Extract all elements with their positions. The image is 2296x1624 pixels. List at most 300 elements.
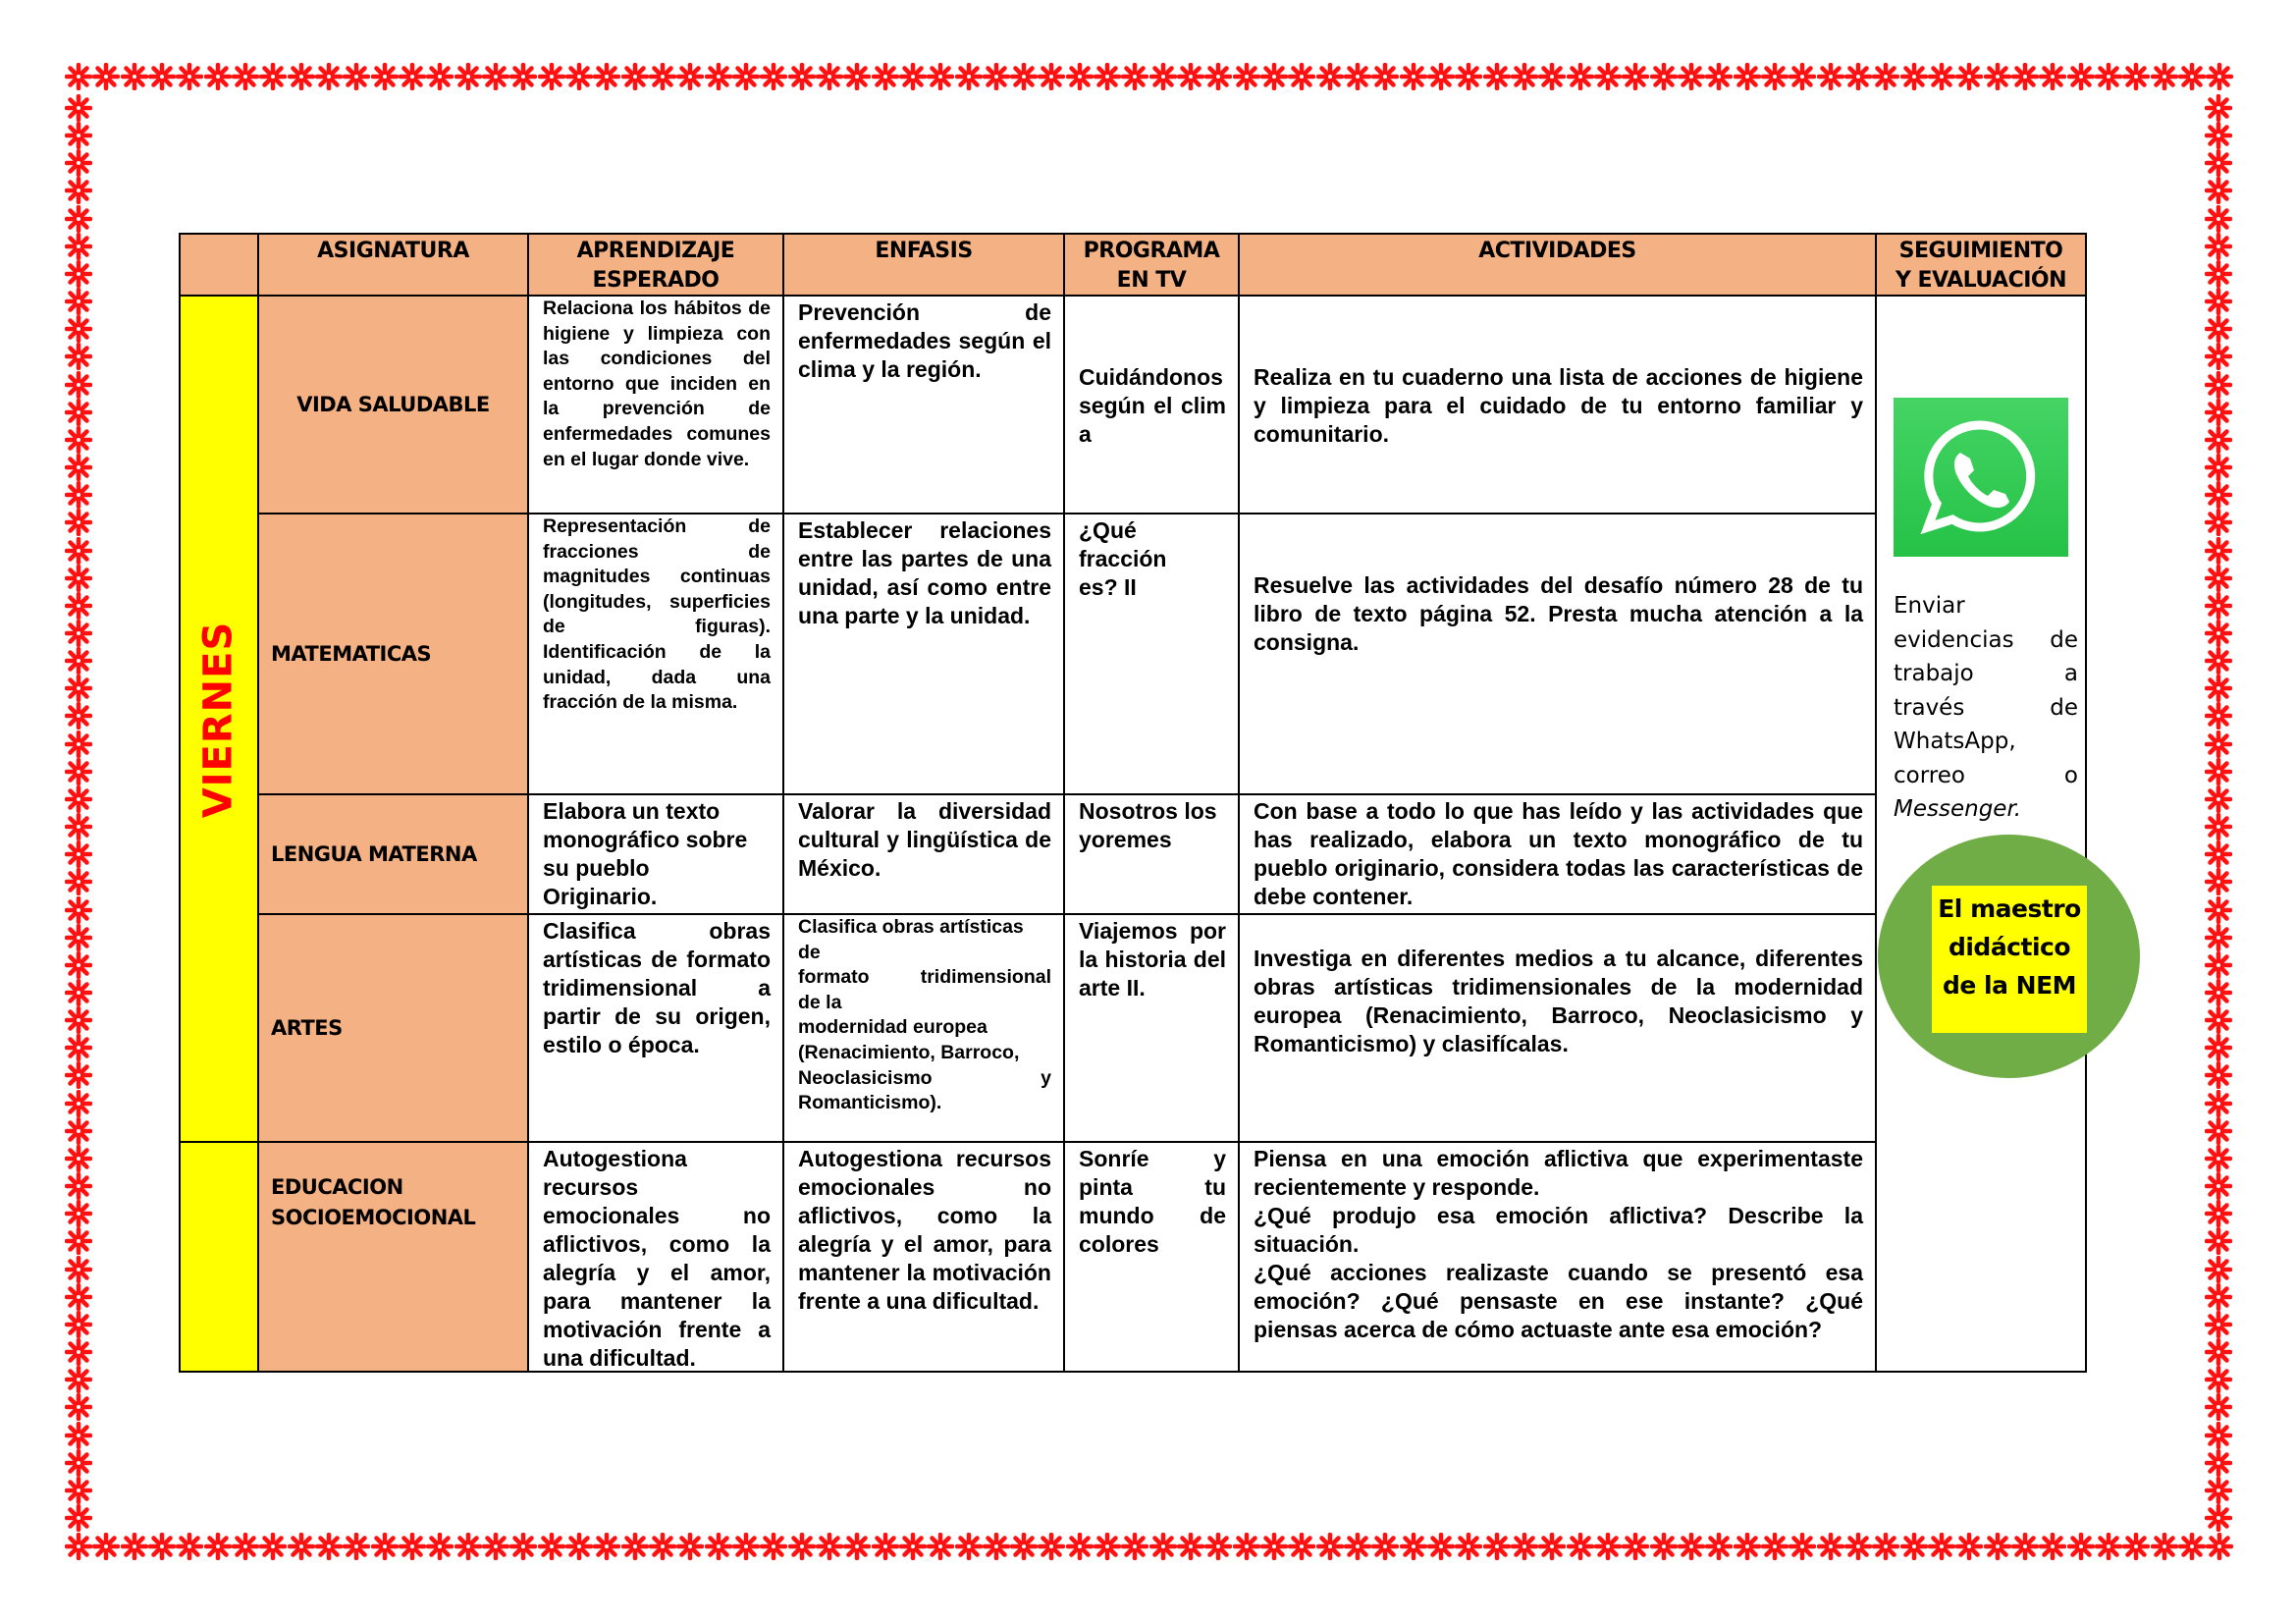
aprendizaje-text: Clasifica obras artísticas de formato tridimensional a partir de su origen, estilo o época. bbox=[543, 918, 771, 1057]
asterisk-icon bbox=[1761, 1533, 1789, 1560]
asterisk-icon bbox=[1789, 63, 1816, 90]
asterisk-icon bbox=[2205, 122, 2232, 149]
asterisk-icon bbox=[1400, 63, 1427, 90]
row-lengua-materna-actividades bbox=[1238, 793, 1877, 915]
asterisk-icon bbox=[65, 840, 92, 868]
asterisk-icon bbox=[1288, 63, 1315, 90]
asterisk-icon bbox=[426, 1533, 454, 1560]
asterisk-icon bbox=[65, 205, 92, 233]
asterisk-icon bbox=[1650, 63, 1678, 90]
asterisk-icon bbox=[2205, 177, 2232, 204]
actividades-line: ¿Qué acciones realizaste cuando se presentó esa emoción? ¿Qué pensaste en ese instante? ¿Qué piensas acerca de cómo actuaste ante esa emoción? bbox=[1254, 1260, 1863, 1342]
asterisk-icon bbox=[65, 149, 92, 177]
asterisk-icon bbox=[65, 481, 92, 509]
asterisk-icon bbox=[65, 399, 92, 426]
asterisk-icon bbox=[2205, 731, 2232, 758]
asterisk-icon bbox=[2205, 951, 2232, 979]
asterisk-icon bbox=[65, 813, 92, 840]
asterisk-icon bbox=[1288, 1533, 1315, 1560]
asterisk-icon bbox=[2205, 1504, 2232, 1532]
asterisk-icon bbox=[121, 63, 148, 90]
asterisk-icon bbox=[92, 1533, 120, 1560]
asterisk-icon bbox=[2206, 1533, 2233, 1560]
asterisk-icon bbox=[2205, 233, 2232, 260]
asterisk-icon bbox=[955, 1533, 983, 1560]
asterisk-icon bbox=[1260, 63, 1288, 90]
asterisk-icon bbox=[565, 1533, 593, 1560]
asterisk-icon bbox=[1955, 1533, 1983, 1560]
enfasis-line: modernidad europea bbox=[798, 1016, 988, 1039]
asterisk-icon bbox=[983, 1533, 1010, 1560]
asterisk-icon bbox=[65, 979, 92, 1006]
asterisk-icon bbox=[843, 1533, 871, 1560]
asterisk-icon bbox=[2205, 1256, 2232, 1283]
row-socioemocional-enfasis bbox=[782, 1141, 1065, 1373]
decorative-border-bottom bbox=[65, 1531, 2234, 1562]
asterisk-icon bbox=[65, 1227, 92, 1255]
programa-text: ¿Qué fracción es? II bbox=[1079, 517, 1167, 600]
asterisk-icon bbox=[1984, 1533, 2011, 1560]
asterisk-icon bbox=[1567, 63, 1594, 90]
subject-label-line1: EDUCACION bbox=[271, 1175, 403, 1199]
subject-label: MATEMATICAS bbox=[271, 641, 432, 666]
asterisk-icon bbox=[65, 1311, 92, 1338]
asterisk-icon bbox=[1483, 63, 1511, 90]
asterisk-icon bbox=[65, 1422, 92, 1449]
header-day-cell bbox=[179, 233, 259, 297]
asterisk-icon bbox=[2011, 63, 2039, 90]
asterisk-icon bbox=[1872, 1533, 1899, 1560]
programa-text: Sonríe y pinta tu mundo de colores bbox=[1079, 1146, 1226, 1257]
header-seguimiento-line2: Y EVALUACIÓN bbox=[1895, 268, 2067, 293]
asterisk-icon bbox=[65, 1366, 92, 1393]
seguimiento-word: de bbox=[2050, 626, 2078, 653]
asterisk-icon bbox=[65, 233, 92, 260]
day-label-container bbox=[179, 295, 257, 1145]
seguimiento-word: WhatsApp, bbox=[1894, 729, 2016, 754]
enfasis-text: Valorar la diversidad cultural y lingüística de México. bbox=[798, 798, 1051, 881]
asterisk-icon bbox=[1622, 63, 1649, 90]
asterisk-icon bbox=[1594, 63, 1622, 90]
asterisk-icon bbox=[2205, 260, 2232, 288]
seguimiento-word: Enviar bbox=[1894, 593, 1965, 619]
row-artes-programa bbox=[1063, 913, 1240, 1143]
asterisk-icon bbox=[65, 592, 92, 620]
asterisk-icon bbox=[872, 1533, 899, 1560]
asterisk-icon bbox=[65, 647, 92, 675]
asterisk-icon bbox=[2205, 620, 2232, 647]
asterisk-icon bbox=[2039, 63, 2066, 90]
header-programa-line2: EN TV bbox=[1116, 268, 1187, 293]
seguimiento-line bbox=[1894, 725, 2078, 759]
asterisk-icon bbox=[1511, 1533, 1538, 1560]
asterisk-icon bbox=[2205, 426, 2232, 454]
asterisk-icon bbox=[2205, 94, 2232, 122]
asterisk-icon bbox=[1511, 63, 1538, 90]
header-enfasis-label: ENFASIS bbox=[875, 239, 973, 263]
asterisk-icon bbox=[65, 509, 92, 536]
asterisk-icon bbox=[1538, 63, 1566, 90]
row-lengua-materna-programa bbox=[1063, 793, 1240, 915]
decorative-border-left bbox=[63, 94, 94, 1532]
asterisk-icon bbox=[1149, 1533, 1177, 1560]
asterisk-icon bbox=[2205, 1145, 2232, 1172]
asterisk-icon bbox=[2205, 702, 2232, 730]
seguimiento-word: trabajo bbox=[1894, 661, 1974, 686]
asterisk-icon bbox=[2067, 1533, 2095, 1560]
asterisk-icon bbox=[1344, 63, 1371, 90]
row-matematicas-asignatura bbox=[257, 513, 529, 795]
row-socioemocional-aprendizaje bbox=[527, 1141, 784, 1373]
asterisk-icon bbox=[1316, 1533, 1344, 1560]
asterisk-icon bbox=[2095, 63, 2122, 90]
programa-text: Cuidándonos según el clima bbox=[1079, 363, 1226, 447]
asterisk-icon bbox=[2205, 565, 2232, 592]
asterisk-icon bbox=[538, 63, 565, 90]
aprendizaje-text: Autogestiona recursos emocionales no aflictivos, como la alegría y el amor, para mantener la motivación frente a una dificultad. bbox=[543, 1146, 771, 1371]
asterisk-icon bbox=[2205, 1090, 2232, 1117]
asterisk-icon bbox=[65, 951, 92, 979]
asterisk-icon bbox=[2122, 63, 2150, 90]
day-column-divider bbox=[179, 1141, 259, 1143]
asterisk-icon bbox=[1204, 63, 1232, 90]
asterisk-icon bbox=[676, 63, 704, 90]
asterisk-icon bbox=[1872, 63, 1899, 90]
asterisk-icon bbox=[2205, 868, 2232, 895]
asterisk-icon bbox=[2205, 979, 2232, 1006]
asterisk-icon bbox=[1094, 1533, 1121, 1560]
asterisk-icon bbox=[1371, 63, 1399, 90]
asterisk-icon bbox=[621, 63, 649, 90]
nem-badge bbox=[1878, 835, 2140, 1078]
enfasis-line: Neoclasicismo y bbox=[798, 1066, 1051, 1089]
row-vida-saludable-enfasis bbox=[782, 295, 1065, 514]
asterisk-icon bbox=[1928, 63, 1955, 90]
asterisk-icon bbox=[2206, 63, 2233, 90]
asterisk-icon bbox=[2205, 1006, 2232, 1034]
enfasis-text: Establecer relaciones entre las partes de una unidad, así como entre una parte y la unidad. bbox=[798, 517, 1051, 628]
row-matematicas-enfasis bbox=[782, 513, 1065, 795]
row-vida-saludable-aprendizaje bbox=[527, 295, 784, 514]
seguimiento-word: través bbox=[1894, 694, 1965, 721]
asterisk-icon bbox=[2205, 1172, 2232, 1200]
seguimiento-line bbox=[1894, 657, 2078, 691]
asterisk-icon bbox=[315, 63, 343, 90]
asterisk-icon bbox=[676, 1533, 704, 1560]
asterisk-icon bbox=[65, 1090, 92, 1117]
asterisk-icon bbox=[538, 1533, 565, 1560]
header-seguimiento bbox=[1875, 233, 2087, 297]
asterisk-icon bbox=[2205, 785, 2232, 813]
whatsapp-icon bbox=[1894, 398, 2068, 557]
row-matematicas-programa bbox=[1063, 513, 1240, 795]
asterisk-icon bbox=[65, 1172, 92, 1200]
seguimiento-word: de bbox=[2050, 694, 2078, 721]
asterisk-icon bbox=[872, 63, 899, 90]
asterisk-icon bbox=[565, 63, 593, 90]
asterisk-icon bbox=[2205, 1393, 2232, 1421]
asterisk-icon bbox=[760, 1533, 787, 1560]
seguimiento-line bbox=[1894, 759, 2078, 793]
aprendizaje-text: Relaciona los hábitos de higiene y limpieza con las condiciones del entorno que inciden en la prevención de enfermedades comunes en el lugar donde vive. bbox=[543, 298, 771, 470]
asterisk-icon bbox=[649, 1533, 676, 1560]
asterisk-icon bbox=[1233, 63, 1260, 90]
asterisk-icon bbox=[2205, 675, 2232, 702]
asterisk-icon bbox=[899, 63, 927, 90]
asterisk-icon bbox=[92, 63, 120, 90]
asterisk-icon bbox=[65, 94, 92, 122]
asterisk-icon bbox=[1650, 1533, 1678, 1560]
asterisk-icon bbox=[65, 426, 92, 454]
asterisk-icon bbox=[1789, 1533, 1816, 1560]
asterisk-icon bbox=[2205, 896, 2232, 924]
asterisk-icon bbox=[176, 1533, 203, 1560]
asterisk-icon bbox=[899, 1533, 927, 1560]
header-enfasis bbox=[782, 233, 1065, 297]
asterisk-icon bbox=[65, 1504, 92, 1532]
asterisk-icon bbox=[65, 1449, 92, 1477]
asterisk-icon bbox=[1121, 63, 1148, 90]
asterisk-icon bbox=[2151, 1533, 2178, 1560]
day-label: VIERNES bbox=[195, 621, 241, 819]
asterisk-icon bbox=[2205, 509, 2232, 536]
asterisk-icon bbox=[2039, 1533, 2066, 1560]
asterisk-icon bbox=[482, 63, 509, 90]
asterisk-icon bbox=[259, 1533, 287, 1560]
asterisk-icon bbox=[1734, 1533, 1761, 1560]
row-socioemocional-asignatura bbox=[257, 1141, 529, 1373]
row-vida-saludable-programa bbox=[1063, 295, 1240, 514]
asterisk-icon bbox=[1260, 1533, 1288, 1560]
asterisk-icon bbox=[65, 924, 92, 951]
asterisk-icon bbox=[454, 63, 482, 90]
asterisk-icon bbox=[204, 63, 232, 90]
asterisk-icon bbox=[2122, 1533, 2150, 1560]
asterisk-icon bbox=[315, 1533, 343, 1560]
asterisk-icon bbox=[65, 758, 92, 785]
asterisk-icon bbox=[1567, 1533, 1594, 1560]
row-lengua-materna-aprendizaje bbox=[527, 793, 784, 915]
asterisk-icon bbox=[1761, 63, 1789, 90]
aprendizaje-text: Elabora un texto monográfico sobre su pueblo Originario. bbox=[543, 798, 748, 909]
asterisk-icon bbox=[65, 785, 92, 813]
asterisk-icon bbox=[2205, 1422, 2232, 1449]
asterisk-icon bbox=[1094, 63, 1121, 90]
asterisk-icon bbox=[65, 1006, 92, 1034]
asterisk-icon bbox=[65, 454, 92, 481]
asterisk-icon bbox=[1734, 63, 1761, 90]
enfasis-line: formato tridimensional bbox=[798, 966, 1051, 989]
enfasis-line: Clasifica obras artísticas bbox=[798, 916, 1024, 938]
asterisk-icon bbox=[1928, 1533, 1955, 1560]
row-matematicas-actividades bbox=[1238, 513, 1877, 795]
asterisk-icon bbox=[65, 537, 92, 565]
subject-label: VIDA SALUDABLE bbox=[296, 392, 490, 416]
asterisk-icon bbox=[1371, 1533, 1399, 1560]
asterisk-icon bbox=[593, 63, 620, 90]
subject-label: ARTES bbox=[271, 1015, 343, 1040]
asterisk-icon bbox=[1038, 1533, 1065, 1560]
row-artes-asignatura bbox=[257, 913, 529, 1143]
asterisk-icon bbox=[1316, 63, 1344, 90]
asterisk-icon bbox=[65, 1338, 92, 1366]
seguimiento-line bbox=[1894, 623, 2078, 658]
asterisk-icon bbox=[2205, 1061, 2232, 1089]
enfasis-line: de la bbox=[798, 991, 842, 1013]
header-actividades bbox=[1238, 233, 1877, 297]
asterisk-icon bbox=[788, 1533, 816, 1560]
badge-line: de la NEM bbox=[1942, 971, 2077, 1000]
asterisk-icon bbox=[2205, 1227, 2232, 1255]
seguimiento-line bbox=[1894, 589, 2078, 623]
asterisk-icon bbox=[509, 63, 537, 90]
asterisk-icon bbox=[65, 343, 92, 370]
asterisk-icon bbox=[1121, 1533, 1148, 1560]
asterisk-icon bbox=[2205, 315, 2232, 343]
asterisk-icon bbox=[2178, 63, 2206, 90]
asterisk-icon bbox=[2205, 1311, 2232, 1338]
asterisk-icon bbox=[1177, 63, 1204, 90]
asterisk-icon bbox=[732, 1533, 760, 1560]
programa-text: Viajemos por la historia del arte II. bbox=[1079, 918, 1226, 1001]
asterisk-icon bbox=[65, 177, 92, 204]
asterisk-icon bbox=[2205, 1283, 2232, 1311]
asterisk-icon bbox=[2205, 1034, 2232, 1061]
asterisk-icon bbox=[65, 1283, 92, 1311]
asterisk-icon bbox=[65, 122, 92, 149]
asterisk-icon bbox=[927, 63, 954, 90]
decorative-border-top bbox=[65, 61, 2234, 92]
row-lengua-materna-enfasis bbox=[782, 793, 1065, 915]
asterisk-icon bbox=[65, 1533, 92, 1560]
asterisk-icon bbox=[399, 63, 426, 90]
asterisk-icon bbox=[1955, 63, 1983, 90]
asterisk-icon bbox=[2205, 343, 2232, 370]
row-matematicas-aprendizaje bbox=[527, 513, 784, 795]
asterisk-icon bbox=[343, 63, 370, 90]
asterisk-icon bbox=[2205, 481, 2232, 509]
asterisk-icon bbox=[65, 1200, 92, 1227]
asterisk-icon bbox=[65, 1034, 92, 1061]
asterisk-icon bbox=[2205, 1449, 2232, 1477]
asterisk-icon bbox=[1066, 1533, 1094, 1560]
row-socioemocional-programa bbox=[1063, 1141, 1240, 1373]
asterisk-icon bbox=[1817, 1533, 1844, 1560]
asterisk-icon bbox=[732, 63, 760, 90]
header-aprendizaje-line1: APRENDIZAJE bbox=[576, 239, 735, 263]
asterisk-icon bbox=[399, 1533, 426, 1560]
row-socioemocional-actividades bbox=[1238, 1141, 1877, 1373]
asterisk-icon bbox=[482, 1533, 509, 1560]
asterisk-icon bbox=[1594, 1533, 1622, 1560]
asterisk-icon bbox=[983, 63, 1010, 90]
enfasis-text: Prevención de enfermedades según el clima y la región. bbox=[798, 299, 1051, 382]
header-aprendizaje bbox=[527, 233, 784, 297]
row-vida-saludable-actividades bbox=[1238, 295, 1877, 514]
asterisk-icon bbox=[1010, 1533, 1038, 1560]
asterisk-icon bbox=[1149, 63, 1177, 90]
seguimiento-word: evidencias bbox=[1894, 626, 2014, 653]
asterisk-icon bbox=[2205, 399, 2232, 426]
asterisk-icon bbox=[65, 1061, 92, 1089]
asterisk-icon bbox=[204, 1533, 232, 1560]
header-asignatura-label: ASIGNATURA bbox=[317, 239, 469, 263]
seguimiento-line bbox=[1894, 691, 2078, 726]
actividades-line: Piensa en una emoción aflictiva que experimentaste recientemente y responde. bbox=[1254, 1146, 1863, 1200]
asterisk-icon bbox=[1233, 1533, 1260, 1560]
enfasis-line: de bbox=[798, 941, 821, 963]
asterisk-icon bbox=[232, 63, 259, 90]
asterisk-icon bbox=[2205, 1477, 2232, 1504]
asterisk-icon bbox=[232, 1533, 259, 1560]
asterisk-icon bbox=[65, 315, 92, 343]
decorative-border-right bbox=[2203, 94, 2234, 1532]
asterisk-icon bbox=[65, 63, 92, 90]
enfasis-line: (Renacimiento, Barroco, bbox=[798, 1041, 1020, 1063]
asterisk-icon bbox=[1455, 63, 1482, 90]
asterisk-icon bbox=[426, 63, 454, 90]
asterisk-icon bbox=[65, 260, 92, 288]
asterisk-icon bbox=[1344, 1533, 1371, 1560]
asterisk-icon bbox=[816, 1533, 843, 1560]
header-asignatura bbox=[257, 233, 529, 297]
asterisk-icon bbox=[65, 868, 92, 895]
header-seguimiento-line1: SEGUIMIENTO bbox=[1898, 239, 2063, 263]
aprendizaje-text: Representación de fracciones de magnitudes continuas (longitudes, superficies de figuras). Identificación de la unidad, dada una fracción de la misma. bbox=[543, 515, 771, 714]
asterisk-icon bbox=[2205, 1200, 2232, 1227]
header-actividades-label: ACTIVIDADES bbox=[1478, 239, 1636, 263]
actividades-line: ¿Qué produjo esa emoción aflictiva? Describe la situación. bbox=[1254, 1203, 1863, 1257]
asterisk-icon bbox=[2205, 1366, 2232, 1393]
asterisk-icon bbox=[509, 1533, 537, 1560]
asterisk-icon bbox=[788, 63, 816, 90]
asterisk-icon bbox=[1678, 63, 1705, 90]
row-lengua-materna-asignatura bbox=[257, 793, 529, 915]
asterisk-icon bbox=[1427, 63, 1455, 90]
asterisk-icon bbox=[65, 620, 92, 647]
asterisk-icon bbox=[65, 371, 92, 399]
asterisk-icon bbox=[2205, 840, 2232, 868]
actividades-text: Resuelve las actividades del desafío número 28 de tu libro de texto página 52. Presta mucha atención a la consigna. bbox=[1254, 572, 1863, 655]
asterisk-icon bbox=[1038, 63, 1065, 90]
asterisk-icon bbox=[1900, 1533, 1928, 1560]
asterisk-icon bbox=[1817, 63, 1844, 90]
header-programa-line1: PROGRAMA bbox=[1083, 239, 1220, 263]
asterisk-icon bbox=[705, 63, 732, 90]
asterisk-icon bbox=[65, 565, 92, 592]
asterisk-icon bbox=[2178, 1533, 2206, 1560]
asterisk-icon bbox=[65, 1256, 92, 1283]
asterisk-icon bbox=[176, 63, 203, 90]
asterisk-icon bbox=[2205, 647, 2232, 675]
row-artes-aprendizaje bbox=[527, 913, 784, 1143]
seguimiento-word: o bbox=[2063, 762, 2078, 788]
asterisk-icon bbox=[1705, 63, 1733, 90]
seguimiento-text bbox=[1894, 589, 2078, 827]
header-aprendizaje-line2: ESPERADO bbox=[592, 268, 720, 293]
asterisk-icon bbox=[2095, 1533, 2122, 1560]
asterisk-icon bbox=[1538, 1533, 1566, 1560]
asterisk-icon bbox=[65, 896, 92, 924]
actividades-text: Realiza en tu cuaderno una lista de acciones de higiene y limpieza para el cuidado de tu entorno familiar y comunitario. bbox=[1254, 363, 1863, 447]
seguimiento-word: a bbox=[2063, 661, 2078, 686]
asterisk-icon bbox=[927, 1533, 954, 1560]
row-vida-saludable-asignatura bbox=[257, 295, 529, 514]
subject-label-line2: SOCIOEMOCIONAL bbox=[271, 1206, 476, 1229]
asterisk-icon bbox=[2011, 1533, 2039, 1560]
asterisk-icon bbox=[371, 63, 399, 90]
programa-text: Nosotros los yoremes bbox=[1079, 798, 1217, 852]
